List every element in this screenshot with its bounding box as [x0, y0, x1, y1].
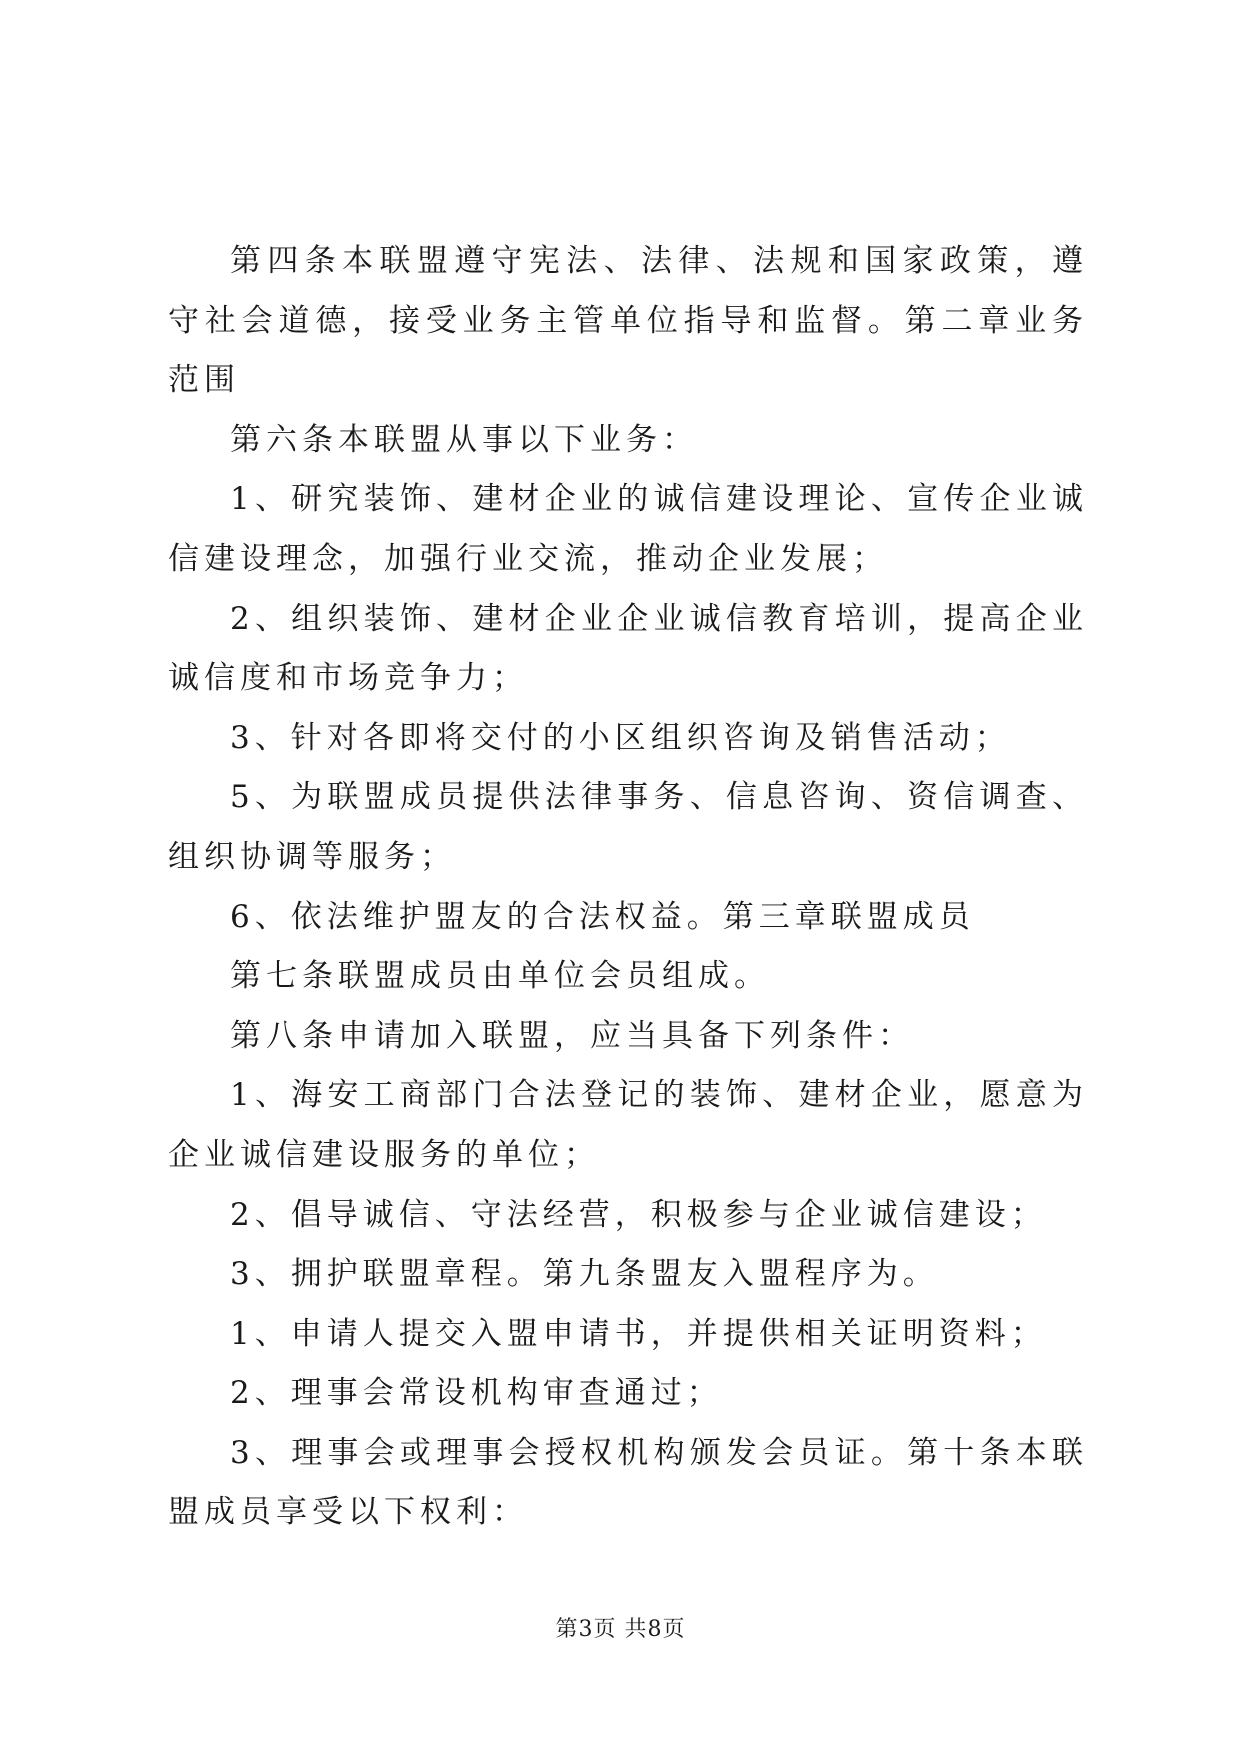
page-number-footer: 第3页 共8页 [555, 1617, 686, 1642]
paragraph: 第四条本联盟遵守宪法、法律、法规和国家政策，遵守社会道德，接受业务主管单位指导和监督。第二章业务范围 [168, 243, 1088, 399]
paragraph: 5、为联盟成员提供法律事务、信息咨询、资信调查、组织协调等服务； [168, 779, 1088, 875]
paragraph: 第六条本联盟从事以下业务： [230, 421, 698, 458]
paragraph: 1、海安工商部门合法登记的装饰、建材企业，愿意为企业诚信建设服务的单位； [168, 1077, 1088, 1173]
document-body [168, 232, 1088, 1543]
paragraph: 1、申请人提交入盟申请书，并提供相关证明资料； [230, 1315, 1047, 1352]
paragraph: 3、拥护联盟章程。第九条盟友入盟程序为。 [230, 1256, 939, 1293]
paragraph: 1、研究装饰、建材企业的诚信建设理论、宣传企业诚信建设理念，加强行业交流，推动企业发展； [168, 481, 1088, 577]
paragraph: 6、依法维护盟友的合法权益。第三章联盟成员 [230, 898, 975, 935]
paragraph: 2、理事会常设机构审查通过； [230, 1375, 723, 1412]
paragraph: 3、理事会或理事会授权机构颁发会员证。第十条本联盟成员享受以下权利： [168, 1434, 1088, 1531]
paragraph: 2、组织装饰、建材企业企业诚信教育培训，提高企业诚信度和市场竞争力； [168, 600, 1088, 697]
paragraph: 第八条申请加入联盟，应当具备下列条件： [230, 1017, 914, 1054]
paragraph: 2、倡导诚信、守法经营，积极参与企业诚信建设； [230, 1196, 1047, 1233]
paragraph: 3、针对各即将交付的小区组织咨询及销售活动； [230, 719, 1011, 756]
paragraph: 第七条联盟成员由单位会员组成。 [230, 958, 770, 995]
